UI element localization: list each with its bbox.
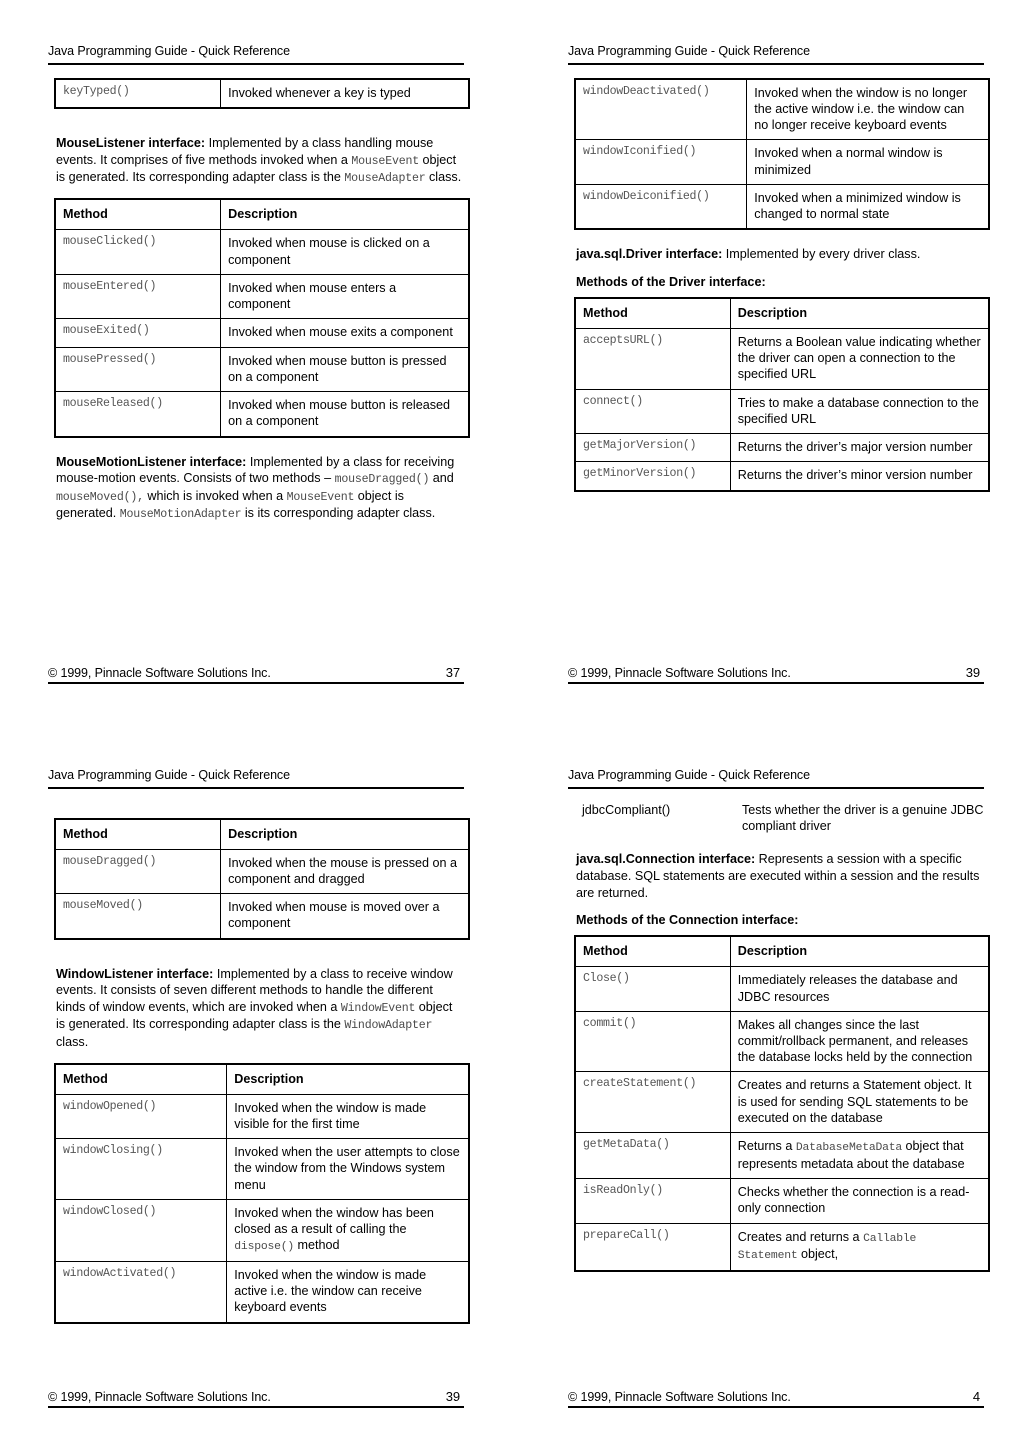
method-cell: isReadOnly() [575, 1179, 730, 1223]
mousemotionlistener-title: MouseMotionListener interface: [56, 454, 247, 469]
code-run: MouseMotionAdapter [119, 508, 242, 522]
table-header-row [55, 1064, 469, 1095]
description-cell: Invoked whenever a key is typed [221, 79, 469, 108]
page-4 [568, 768, 984, 1408]
spacer [48, 1055, 464, 1063]
description-cell: Invoked when a normal window is minimized [747, 140, 989, 184]
footer-row [568, 665, 984, 682]
column-header-description: Description [227, 1064, 469, 1095]
table-header-row [575, 936, 989, 967]
table-row [55, 849, 469, 893]
code-run: mouseDragged() [334, 473, 430, 487]
table-row [575, 184, 989, 229]
table-row [55, 319, 469, 347]
page-header-text: Java Programming Guide - Quick Reference [568, 768, 810, 782]
description-cell: Checks whether the connection is a read-only connection [730, 1179, 989, 1223]
page-footer [568, 665, 984, 684]
method-cell: createStatement() [575, 1072, 730, 1133]
page-header-text: Java Programming Guide - Quick Reference [48, 768, 290, 782]
footer-row [568, 1389, 984, 1406]
header-rule [568, 63, 984, 65]
table-row [55, 230, 469, 274]
column-header-method: Method [55, 199, 221, 230]
table-row [575, 1011, 989, 1072]
spacer [48, 940, 464, 966]
page-39-left [48, 768, 464, 1408]
orphan-method-name: jdbcCompliant() [582, 802, 671, 817]
method-cell: mouseMoved() [55, 894, 221, 939]
text-run: Implemented by a class for receiving mouse-motion events. Consists of two methods – [56, 454, 455, 486]
column-header-description: Description [221, 199, 469, 230]
table-header-row [575, 298, 989, 329]
footer-rule [568, 1406, 984, 1408]
mouselistener-paragraph [56, 135, 464, 187]
spacer [48, 190, 464, 198]
description-cell: Invoked when the window is made active i.e. the window can receive keyboard events [227, 1261, 469, 1322]
description-text: Returns a [737, 1139, 796, 1154]
description-cell: Invoked when the window is no longer the active window i.e. the window can no longer receive keyboard events [747, 79, 989, 140]
table-row [575, 1133, 989, 1179]
column-header-description: Description [730, 936, 989, 967]
windowlistener-title: WindowListener interface: [56, 966, 214, 981]
table-row [575, 1179, 989, 1223]
page-number: 37 [445, 665, 460, 680]
table-row [55, 894, 469, 939]
page-sheet-bottom-right [512, 724, 1024, 1448]
footer-row [48, 1389, 464, 1406]
footer-rule [48, 1406, 464, 1408]
description-text: Invoked when the window has been closed as a result of calling the [234, 1205, 434, 1236]
footer-row [48, 665, 464, 682]
method-cell: windowDeiconified() [575, 184, 747, 229]
table-row [55, 347, 469, 391]
table-row [55, 79, 469, 108]
mouselistener-title: MouseListener interface: [56, 135, 206, 150]
code-run: dispose() [234, 1241, 295, 1254]
driver-methods-subheading: Methods of the Driver interface: [576, 275, 766, 289]
page-sheet-top-right [512, 0, 1024, 724]
description-cell: Invoked when mouse button is pressed on a component [221, 347, 469, 391]
page-footer [568, 1389, 984, 1408]
description-cell [730, 1223, 989, 1271]
windowlistener-methods-table [54, 1063, 470, 1324]
method-cell: windowClosing() [55, 1139, 227, 1200]
page-number: 39 [965, 665, 980, 680]
header-rule [568, 787, 984, 789]
page-header [568, 44, 984, 63]
description-cell: Invoked when the mouse is pressed on a component and dragged [221, 849, 469, 893]
page-header-text: Java Programming Guide - Quick Reference [48, 44, 290, 58]
connection-methods-subheading: Methods of the Connection interface: [576, 913, 799, 928]
description-cell: Creates and returns a Statement object. It is used for sending SQL statements to be executed on the database [730, 1072, 989, 1133]
method-cell: mousePressed() [55, 347, 221, 391]
code-run: mouseMoved(), [56, 490, 144, 504]
table-row [575, 79, 989, 140]
description-cell [730, 1133, 989, 1179]
method-cell: keyTyped() [55, 79, 221, 108]
method-cell: mouseEntered() [55, 274, 221, 318]
driver-interface-title: java.sql.Driver interface: [576, 247, 723, 262]
description-cell: Tries to make a database connection to the specified URL [730, 389, 989, 433]
table-row [55, 274, 469, 318]
method-cell: windowIconified() [575, 140, 747, 184]
table-row [55, 1139, 469, 1200]
text-run: Implemented by every driver class. [722, 247, 921, 262]
orphan-method-row [582, 802, 984, 835]
table-row [55, 1094, 469, 1138]
description-cell: Invoked when a minimized window is changed to normal state [747, 184, 989, 229]
orphan-method-description: Tests whether the driver is a genuine JDBC compliant driver [742, 802, 984, 834]
page-sheet-top-left [0, 0, 512, 724]
code-run: WindowEvent [340, 1002, 416, 1016]
footer-copyright: © 1999, Pinnacle Software Solutions Inc. [48, 1390, 271, 1404]
description-cell: Invoked when mouse exits a component [221, 319, 469, 347]
method-cell: getMajorVersion() [575, 434, 730, 462]
page-header-text: Java Programming Guide - Quick Reference [568, 44, 810, 58]
method-cell: prepareCall() [575, 1223, 730, 1271]
page-header [568, 768, 984, 787]
header-rule [48, 787, 464, 789]
method-cell: getMetaData() [575, 1133, 730, 1179]
column-header-method: Method [575, 936, 730, 967]
method-cell: mouseReleased() [55, 392, 221, 437]
table-row [575, 329, 989, 390]
code-run: DatabaseMetaData [795, 1142, 903, 1155]
mousemotionlistener-paragraph [56, 454, 464, 523]
method-cell: getMinorVersion() [575, 462, 730, 491]
code-run: WindowAdapter [344, 1019, 433, 1033]
description-text: Creates and returns a [737, 1229, 864, 1244]
method-cell: connect() [575, 389, 730, 433]
description-cell: Invoked when mouse is clicked on a component [221, 230, 469, 274]
table-header-row [55, 819, 469, 850]
table-row [55, 1261, 469, 1322]
spacer [568, 230, 984, 246]
spacer [48, 438, 464, 454]
method-cell: acceptsURL() [575, 329, 730, 390]
page-39-right [568, 44, 984, 684]
code-run: MouseEvent [286, 490, 355, 504]
table-row [575, 462, 989, 491]
driver-methods-table [574, 297, 990, 492]
description-cell: Immediately releases the database and JDBC resources [730, 967, 989, 1011]
table-row [55, 392, 469, 437]
footer-rule [568, 682, 984, 684]
code-run: Callable Statement [737, 1232, 917, 1263]
description-cell: Invoked when the window is made visible for the first time [227, 1094, 469, 1138]
header-rule [48, 63, 464, 65]
footer-copyright: © 1999, Pinnacle Software Solutions Inc. [48, 666, 271, 680]
text-run: Implemented by a class handling mouse events. It comprises of five methods invoked when a [56, 135, 434, 167]
method-cell: mouseExited() [55, 319, 221, 347]
page-footer [48, 665, 464, 684]
code-run: MouseEvent [351, 154, 419, 168]
mouselistener-methods-table [54, 198, 470, 437]
text-run: object is generated. Its corresponding adapter class is the [56, 152, 457, 184]
spacer [48, 802, 464, 818]
description-cell: Makes all changes since the last commit/rollback permanent, and releases the database locks held by the connection [730, 1011, 989, 1072]
footer-copyright: © 1999, Pinnacle Software Solutions Inc. [568, 666, 791, 680]
text-run: and [429, 471, 454, 486]
footer-rule [48, 682, 464, 684]
windowlistener-paragraph [56, 966, 464, 1051]
description-cell: Invoked when mouse enters a component [221, 274, 469, 318]
page-footer [48, 1389, 464, 1408]
connection-interface-title: java.sql.Connection interface: [576, 852, 756, 867]
connection-methods-table [574, 935, 990, 1272]
mousemotionlistener-methods-table [54, 818, 470, 940]
table-row [55, 1199, 469, 1261]
connection-interface-paragraph [576, 851, 984, 901]
text-run: class. [425, 170, 462, 184]
method-cell: windowClosed() [55, 1199, 227, 1261]
method-cell: windowOpened() [55, 1094, 227, 1138]
description-cell [227, 1199, 469, 1261]
spacer [48, 109, 464, 135]
text-run: Implemented by a class to receive window events. It consists of seven different methods to handle the different kinds of window events, which are invoked when a [56, 966, 453, 1015]
description-cell: Returns the driver’s minor version number [730, 462, 989, 491]
method-cell: Close() [575, 967, 730, 1011]
spacer [568, 835, 984, 851]
method-cell: commit() [575, 1011, 730, 1072]
table-row [575, 1072, 989, 1133]
column-header-method: Method [55, 819, 221, 850]
table-row [575, 1223, 989, 1271]
page-header [48, 44, 464, 63]
page-sheet-bottom-left [0, 724, 512, 1448]
table-header-row [55, 199, 469, 230]
text-run: which is invoked when a [143, 488, 287, 503]
page-number: 4 [972, 1389, 980, 1404]
description-tail: method [294, 1238, 340, 1253]
text-run: object is generated. [56, 488, 404, 521]
table-row [575, 140, 989, 184]
column-header-description: Description [730, 298, 989, 329]
spacer [568, 905, 984, 913]
description-cell: Invoked when mouse is moved over a component [221, 894, 469, 939]
code-run: MouseAdapter [344, 172, 426, 185]
text-run: class. [56, 1034, 89, 1049]
method-cell: windowDeactivated() [575, 79, 747, 140]
column-header-description: Description [221, 819, 469, 850]
description-tail: object, [797, 1247, 839, 1262]
text-run: object is generated. Its corresponding adapter class is the [56, 1000, 453, 1032]
text-run: is its corresponding adapter class. [241, 506, 436, 521]
page-number: 39 [445, 1389, 460, 1404]
method-cell: windowActivated() [55, 1261, 227, 1322]
description-cell: Returns the driver’s major version number [730, 434, 989, 462]
page-header [48, 768, 464, 787]
table-row [575, 389, 989, 433]
spacer [568, 267, 984, 275]
column-header-method: Method [575, 298, 730, 329]
driver-interface-paragraph [576, 246, 984, 263]
windowlistener-continued-table [574, 78, 990, 231]
description-cell: Invoked when mouse button is released on a component [221, 392, 469, 437]
method-cell: mouseClicked() [55, 230, 221, 274]
description-tail: object that represents metadata about the database [737, 1139, 965, 1171]
footer-copyright: © 1999, Pinnacle Software Solutions Inc. [568, 1390, 791, 1404]
column-header-method: Method [55, 1064, 227, 1095]
description-cell: Returns a Boolean value indicating whether the driver can open a connection to the specified URL [730, 329, 989, 390]
key-listener-continued-table [54, 78, 470, 109]
description-cell: Invoked when the user attempts to close the window from the Windows system menu [227, 1139, 469, 1200]
text-run: Represents a session with a specific database. SQL statements are executed within a session and the results are returned. [576, 852, 980, 900]
page-37 [48, 44, 464, 684]
table-row [575, 967, 989, 1011]
method-cell: mouseDragged() [55, 849, 221, 893]
table-row [575, 434, 989, 462]
